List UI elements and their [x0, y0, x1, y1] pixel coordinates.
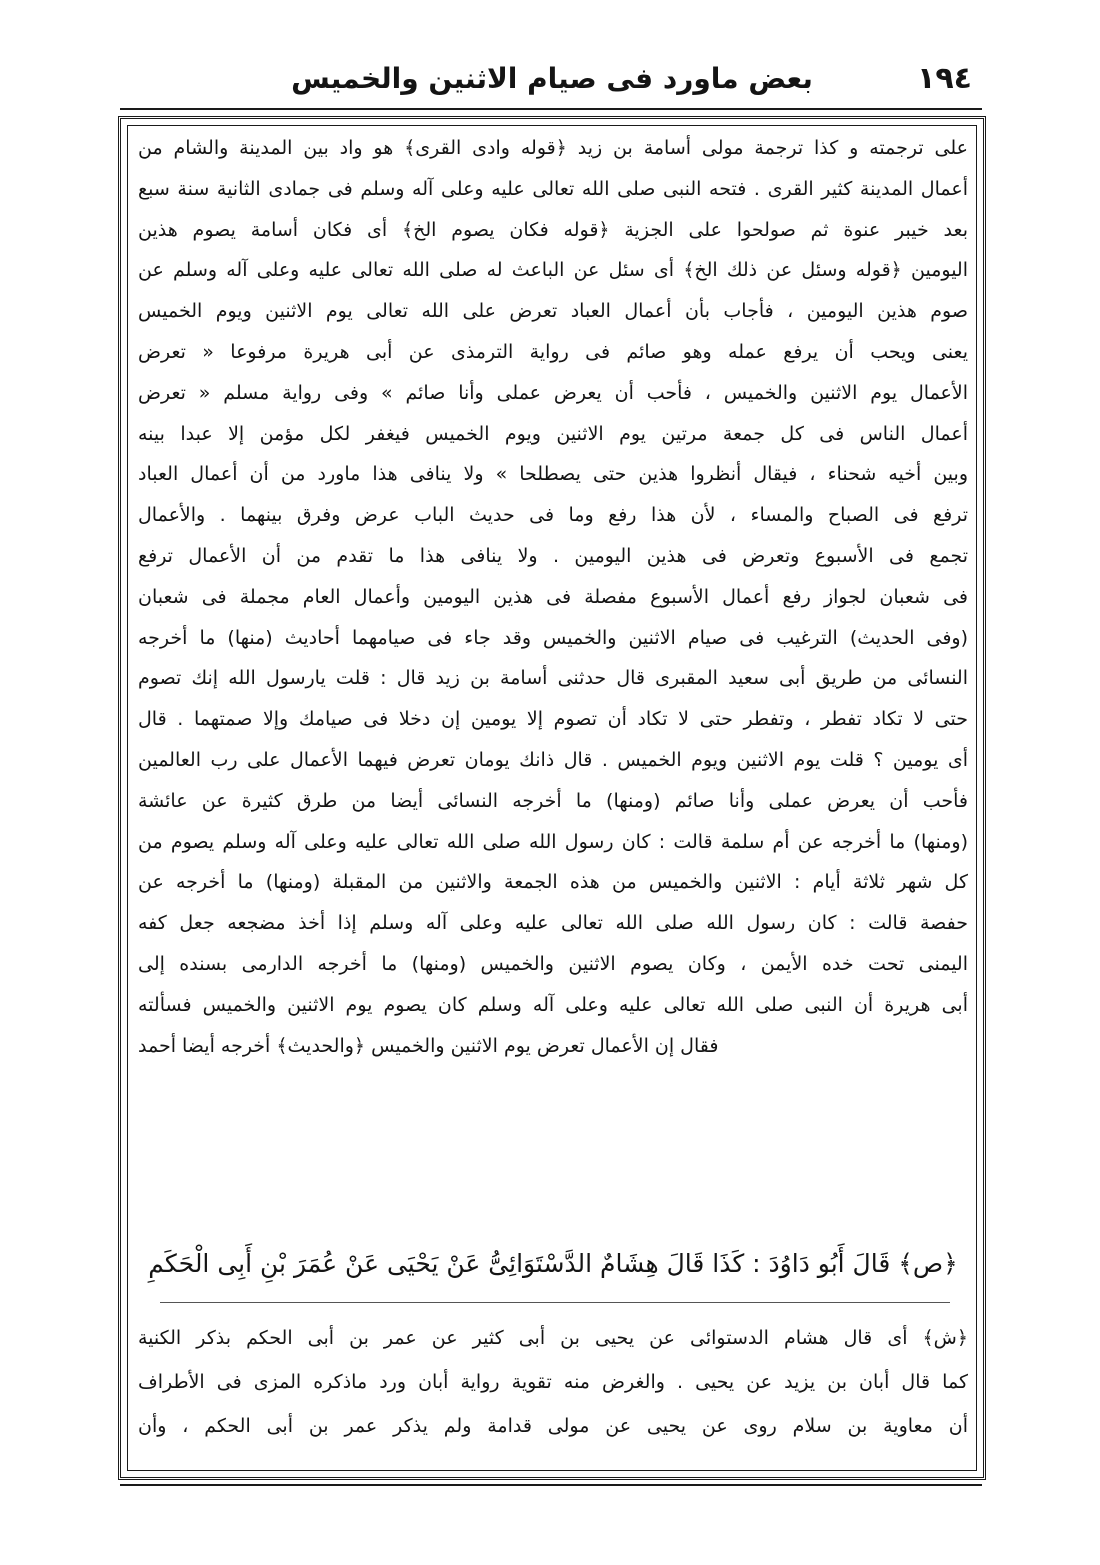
page-header [132, 60, 972, 100]
sharh-line: أن معاوية بن سلام روى عن يحيى عن مولى قدامة ولم يذكر عمر بن أبى الحكم ، وأن [138, 1415, 968, 1437]
commentary-line: صوم هذين اليومين ، فأجاب بأن أعمال العباد تعرض على الله تعالى يوم الاثنين ويوم الخميس [138, 300, 968, 323]
commentary-text-block [138, 128, 968, 1066]
commentary-line: الأعمال يوم الاثنين والخميس ، فأحب أن يعرض عملى وأنا صائم » وفى رواية مسلم « تعرض [138, 381, 968, 404]
commentary-line: أعمال الناس فى كل جمعة مرتين يوم الاثنين ويوم الخميس فيغفر لكل مؤمن إلا عبدا بينه [138, 422, 968, 445]
commentary-line: حتى لا تكاد تفطر ، وتفطر حتى لا تكاد أن تصوم إلا يومين إن دخلا فى صيامك وإلا صمتهما . قال [138, 708, 968, 731]
commentary-line: (ومنها) ما أخرجه عن أم سلمة قالت : كان رسول الله صلى الله تعالى عليه وعلى آله وسلم يصوم من [138, 830, 968, 853]
commentary-line: تجمع فى الأسبوع وتعرض فى هذين اليومين . ولا ينافى هذا ما تقدم من أن الأعمال ترفع [138, 544, 968, 567]
header-rule [120, 108, 982, 110]
commentary-line: النسائى من طريق أبى سعيد المقبرى قال حدثنى أسامة بن زيد قال : قلت يارسول الله إنك تصوم [138, 667, 968, 690]
commentary-line: ترفع فى الصباح والمساء ، لأن هذا رفع وما فى حديث الباب عرض وفرق بينهما . والأعمال [138, 504, 968, 527]
commentary-line: اليمنى تحت خده الأيمن ، وكان يصوم الاثنين والخميس (ومنها) ما أخرجه الدارمى بسنده إلى [138, 952, 968, 975]
commentary-line: (وفى الحديث) الترغيب فى صيام الاثنين والخميس وقد جاء فى صيامهما أحاديث (منها) ما أخرجه [138, 626, 968, 649]
commentary-line: أعمال المدينة كثير القرى . فتحه النبى صلى الله تعالى عليه وعلى آله وسلم فى جمادى الثانية سنة سبع [138, 177, 968, 200]
matn-block [138, 1232, 968, 1296]
commentary-line: فأحب أن يعرض عملى وأنا صائم (ومنها) ما أخرجه النسائى أيضا من طرق كثيرة عن عائشة [138, 789, 968, 812]
commentary-line: حفصة قالت : كان رسول الله صلى الله تعالى عليه وعلى آله وسلم إذا أخذ مضجعه جعل كفه [138, 912, 968, 935]
sharh-text-block [138, 1316, 968, 1448]
sharh-line: ﴿ش﴾ أى قال هشام الدستوائى عن يحيى بن أبى كثير عن عمر بن أبى الحكم بذكر الكنية [138, 1327, 968, 1349]
bottom-rule [120, 1484, 982, 1486]
matn-text: ﴿ص﴾ قَالَ أَبُو دَاوُدَ : كَذَا قَالَ هِشَامٌ الدَّسْتَوَائِىُّ عَنْ يَحْيَى عَنْ عُمَرَ بْنِ أَبِى الْحَكَمِ [148, 1249, 958, 1278]
commentary-line: وبين أخيه شحناء ، فيقال أنظروا هذين حتى يصطلحا » ولا ينافى هذا ماورد من أن أعمال العباد [138, 463, 968, 486]
commentary-line: أبى هريرة أن النبى صلى الله تعالى عليه وعلى آله وسلم كان يصوم يوم الاثنين والخميس فسألته [138, 993, 968, 1016]
commentary-line: يعنى ويحب أن يرفع عمله وهو صائم فى رواية الترمذى عن أبى هريرة مرفوعا « تعرض [138, 340, 968, 363]
sharh-line: كما قال أبان بن يزيد عن يحيى . والغرض منه تقوية رواية أبان ورد ماذكره المزى فى الأطراف [138, 1371, 968, 1393]
commentary-line: على ترجمته و كذا ترجمة مولى أسامة بن زيد ﴿قوله وادى القرى﴾ هو واد بين المدينة والشام من [138, 137, 968, 159]
commentary-line: فقال إن الأعمال تعرض يوم الاثنين والخميس ﴿والحديث﴾ أخرجه أيضا أحمد [138, 1034, 719, 1057]
commentary-line: كل شهر ثلاثة أيام : الاثنين والخميس من هذه الجمعة والاثنين من المقبلة (ومنها) ما أخرجه عن [138, 871, 968, 894]
commentary-line: فى شعبان لجواز رفع أعمال الأسبوع مفصلة فى هذين اليومين وأعمال العام مجملة فى شعبان [138, 585, 968, 608]
commentary-line: أى يومين ؟ قلت يوم الاثنين ويوم الخميس . قال ذانك يومان تعرض فيهما الأعمال على رب العالمين [138, 748, 968, 771]
commentary-line: اليومين ﴿قوله وسئل عن ذلك الخ﴾ أى سئل عن الباعث له صلى الله تعالى عليه وعلى آله وسلم عن [138, 259, 968, 282]
running-title: بعض ماورد فى صيام الاثنين والخميس [291, 62, 813, 95]
commentary-line: بعد خيبر عنوة ثم صولحوا على الجزية ﴿قوله فكان يصوم الخ﴾ أى فكان أسامة يصوم هذين [138, 218, 968, 241]
page-number: ١٩٤ [917, 61, 972, 96]
section-divider [160, 1302, 950, 1303]
